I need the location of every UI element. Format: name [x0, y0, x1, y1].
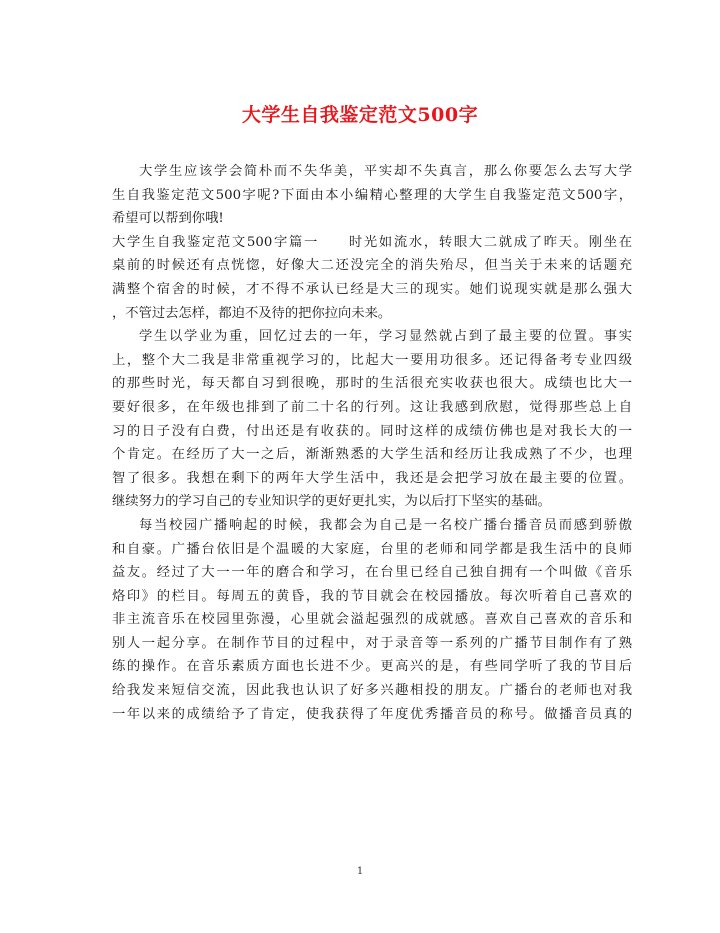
- body-line: 大学生应该学会简朴而不失华美，平实却不失真言，那么你要怎么去写大学: [139, 164, 632, 179]
- body-line: 上，整个大二我是非常重视学习的，比起大一要用功很多。还记得备考专业四级: [112, 352, 632, 368]
- body-line: 练的操作。在音乐素质方面也长进不少。更高兴的是，有些同学听了我的节目后: [112, 659, 632, 675]
- body-line: 非主流音乐在校园里弥漫，心里就会溢起强烈的成就感。喜欢自己喜欢的音乐和: [112, 612, 632, 628]
- body-line: 每当校园广播响起的时候，我都会为自己是一名校广播台播音员而感到骄傲: [139, 517, 632, 533]
- body-line: 和自豪。广播台依旧是个温暖的大家庭，台里的老师和同学都是我生活中的良师: [112, 541, 632, 557]
- document-title: 大学生自我鉴定范文500字: [241, 104, 479, 126]
- body-line: 益友。经过了大一一年的磨合和学习，在台里已经自己独自拥有一个叫做《音乐: [112, 565, 632, 581]
- page-number: 1: [356, 866, 364, 877]
- body-line: 满整个宿舍的时候，才不得不承认已经是大三的现实。她们说现实就是那么强大: [112, 281, 632, 297]
- body-line: ，不管过去怎样，都迫不及待的把你拉向未来。: [112, 305, 392, 321]
- document-body: [112, 160, 632, 726]
- body-line: 桌前的时候还有点恍惚，好像大二还没完全的消失殆尽，但当关于未来的话题充: [112, 258, 632, 274]
- body-line: 给我发来短信交流，因此我也认识了好多兴趣相投的朋友。广播台的老师也对我: [112, 683, 632, 699]
- body-line: 继续努力的学习自己的专业知识学的更好更扎实，为以后打下坚实的基础。: [112, 494, 551, 510]
- body-line: 个肯定。在经历了大一之后，渐渐熟悉的大学生活和经历让我成熟了不少，也理: [112, 447, 632, 463]
- body-line: 希望可以帮到你哦!: [112, 211, 224, 227]
- body-line: 一年以来的成绩给予了肯定，使我获得了年度优秀播音员的称号。做播音员真的: [112, 706, 632, 722]
- body-line: 习的日子没有白费，付出还是有收获的。同时这样的成绩仿佛也是对我长大的一: [112, 423, 632, 439]
- body-line: 大学生自我鉴定范文500字篇一 时光如流水，转眼大二就成了昨天。刚坐在: [112, 234, 632, 250]
- body-line: 烙印》的栏目。每周五的黄昏，我的节目就会在校园播放。每次听着自己喜欢的: [112, 588, 632, 604]
- body-line: 要好很多，在年级也排到了前二十名的行列。这让我感到欣慰，觉得那些总上自: [112, 399, 632, 415]
- body-line: 生自我鉴定范文500字呢?下面由本小编精心整理的大学生自我鉴定范文500字，: [112, 187, 632, 203]
- body-line: 学生以学业为重，回忆过去的一年，学习显然就占到了最主要的位置。事实: [139, 329, 632, 345]
- body-line: 的那些时光，每天都自习到很晚，那时的生活很充实收获也很大。成绩也比大一: [112, 376, 632, 392]
- body-line: 智了很多。我想在剩下的两年大学生活中，我还是会把学习放在最主要的位置。: [112, 470, 632, 486]
- body-line: 别人一起分享。在制作节目的过程中，对于录音等一系列的广播节目制作有了熟: [112, 635, 632, 651]
